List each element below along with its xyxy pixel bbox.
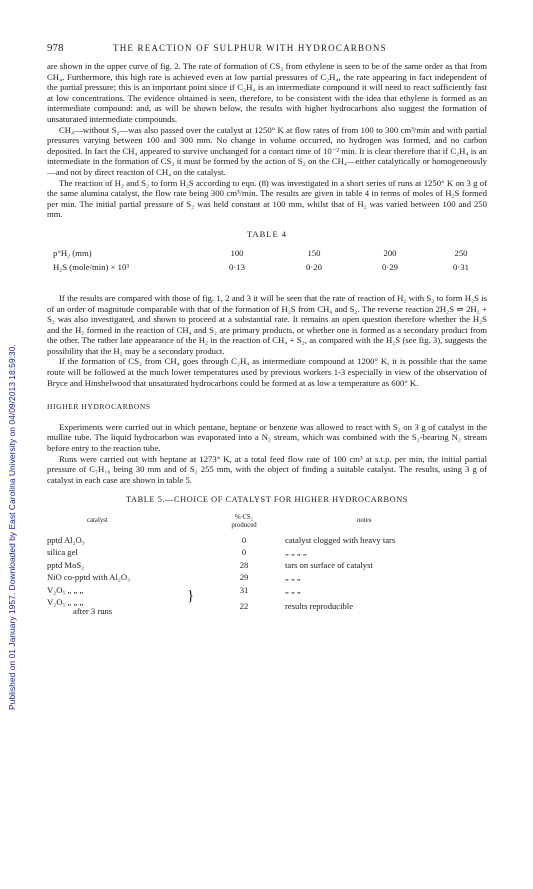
table-5-cs2: 0 <box>241 535 247 545</box>
table-5-cs2: 29 <box>239 572 249 583</box>
table-4-cell: 250 <box>454 247 468 258</box>
paragraph-7: Runs were carried out with heptane at 1273° K, at a total feed flow rate of 100 cm³ at s.t.p. per min, the initial partial pressure of C₇H₁₆ being 30 mm and of S₂ 255 mm, with the object of finding a suitable catalyst. The results, using 3 g of catalyst in each case are shown in table 5. <box>47 453 487 485</box>
paragraph-1: are shown in the upper curve of fig. 2. The rate of formation of CS₂ from ethylene is seen to be of the same order as that from CH₄. Furthermore, this high rate is achieved even at low partial pressures of C₂H₄, the rate appearing in fact independent of the partial pressure; this is an important point since if C₂H₄ is an intermediate compound it will need to react sufficiently fast at low concentrations. The evidence obtained is seen, therefore, to be consistent with the idea that ethylene is formed as an intermediate compound: and, as will be shown below, the results with higher hydrocarbons also suggest the formation of unsaturated intermediate compounds. <box>47 61 487 124</box>
table-row <box>47 560 487 572</box>
table-5 <box>47 514 487 619</box>
table-5-cs2: 22 <box>239 600 249 611</box>
table-4-cell: 200 <box>383 247 397 258</box>
table-5-col-cs2 <box>219 514 269 530</box>
table-5-col-cs2-line1: % CS₂ <box>234 514 254 521</box>
brace-glyph: } <box>187 587 195 604</box>
table-5-notes: „ „ „ <box>285 584 301 595</box>
table-4-cell: 0·13 <box>229 261 245 272</box>
table-5-col-notes: notes <box>357 517 372 524</box>
download-side-note <box>0 150 17 710</box>
table-5-catalyst: NiO co-pptd with Al₂O₃ <box>47 572 131 583</box>
paragraph-5: If the formation of CS₂ from CH₄ goes through C₂H₄ as intermediate compound at 1200° K, it is possible that the same route will be followed at the much lower temperatures used by previous workers 1-3 especially in view of the observation of Bryce and Hinshelwood that unsaturated hydrocarbons could be formed at as low a temperature as 600° K. <box>47 356 487 388</box>
table-4-cell: 0·31 <box>453 261 469 272</box>
side-note-text: Published on 01 January 1957. Downloaded by East Carolina University on 04/09/2013 18:59:30. <box>7 344 17 710</box>
table-5-cs2: 28 <box>239 559 249 570</box>
table-row <box>47 572 487 584</box>
table-4-row-pressure <box>47 248 487 262</box>
table-4-cell: 150 <box>307 247 321 258</box>
table-4-row-h2s <box>47 262 487 276</box>
table-5-col-catalyst: catalyst <box>87 517 108 524</box>
table-5-caption: TABLE 5.—CHOICE OF CATALYST FOR HIGHER HYDROCARBONS <box>125 495 409 505</box>
table-5-notes: results reproducible <box>285 600 354 611</box>
table-5-catalyst: V₂O₅ „ „ „ <box>47 596 84 607</box>
table-4-caption: TABLE 4 <box>246 228 288 239</box>
page-number: 978 <box>47 42 64 54</box>
section-heading: HIGHER HYDROCARBONS <box>47 402 151 412</box>
table-5-notes: „ „ „ „ <box>285 547 307 558</box>
page-body <box>47 61 487 619</box>
paragraph-2: CH₄—without S₂—was also passed over the catalyst at 1250° K at flow rates of from 100 to 300 cm³/min and with partial pressures varying between 100 and 300 mm. No change in volume occurred, no hydrogen was formed, and no carbon deposited. In fact the CH₄ appeared to survive unchanged for a contact time of 10⁻² min. It is clear therefore that if C₂H₄ is an intermediate in the formation of CS₂ it must be formed by the action of S₂ on the CH₄—either catalytically or homogeneously—and not by direct reaction of CH₄ on the catalyst. <box>47 124 487 177</box>
table-5-catalyst: pptd Al₂O₃ <box>47 535 85 545</box>
table-4-cell: 0·20 <box>306 261 322 272</box>
running-title: THE REACTION OF SULPHUR WITH HYDROCARBONS <box>113 43 387 53</box>
table-5-catalyst: pptd MoS₂ <box>47 559 85 570</box>
table-row <box>47 585 487 597</box>
paragraph-6: Experiments were carried out in which pentane, heptane or benzene was allowed to react with S₂ on 3 g of catalyst in the mullite tube. The liquid hydrocarbon was evaporated into a N₂ stream, which was combined with the S₂-bearing N₂ stream before entry to the reaction tube. <box>47 421 487 454</box>
table-5-notes: tars on surface of catalyst <box>285 559 373 570</box>
table-4-row-label: H₂S (mole/min) × 10³ <box>53 261 129 272</box>
table-5-col-cs2-line2: produced <box>231 522 257 529</box>
table-row <box>47 535 487 547</box>
table-4-cell: 0·29 <box>382 261 398 272</box>
table-5-catalyst: silica gel <box>47 547 78 558</box>
table-5-cs2: 0 <box>241 547 247 558</box>
paragraph-4: If the results are compared with those of fig. 1, 2 and 3 it will be seen that the rate of reaction of H₂ with S₂ to form H₂S is of an order of magnitude comparable with that of the formation of H₂S from CH₄ and S₂. The reverse reaction 2H₂S ⇌ 2H₂ + S₂ was also investigated, and shown to proceed at a substantial rate. It remains an open question therefore whether the H₂S and the H₂ formed in the reaction of CH₄ and S₂ are primary products, or whether one is formed as a secondary product from the other. The rather late appearance of the H₂ in the reaction of CH₄ + S₂, as compared with the H₂S (see fig. 3), suggests the possibility that the H₂ may be a secondary product. <box>47 292 487 356</box>
table-5-notes: catalyst clogged with heavy tars <box>285 535 396 545</box>
table-5-catalyst: V₂O₅ „ „ „ <box>47 584 84 595</box>
table-4-row-label: p°H₂ (mm) <box>53 247 92 258</box>
table-5-catalyst-sub: after 3 runs <box>73 605 113 616</box>
table-row <box>47 547 487 559</box>
table-5-header <box>47 514 487 535</box>
table-4 <box>47 229 487 279</box>
paragraph-3: The reaction of H₂ and S₂ to form H₂S according to eqn. (8) was investigated in a short series of runs at 1250° K on 3 g of the same alumina catalyst, the flow rate being 300 cm³/min. The results are given in table 4 in terms of moles of H₂S formed per min. The initial partial pressure of S₂ was held constant at 100 mm, whilst that of H₂ was varied between 100 and 250 mm. <box>47 177 487 220</box>
table-5-notes: „ „ „ <box>285 572 301 583</box>
table-4-cell: 100 <box>230 247 244 258</box>
table-5-cs2: 31 <box>239 584 249 595</box>
